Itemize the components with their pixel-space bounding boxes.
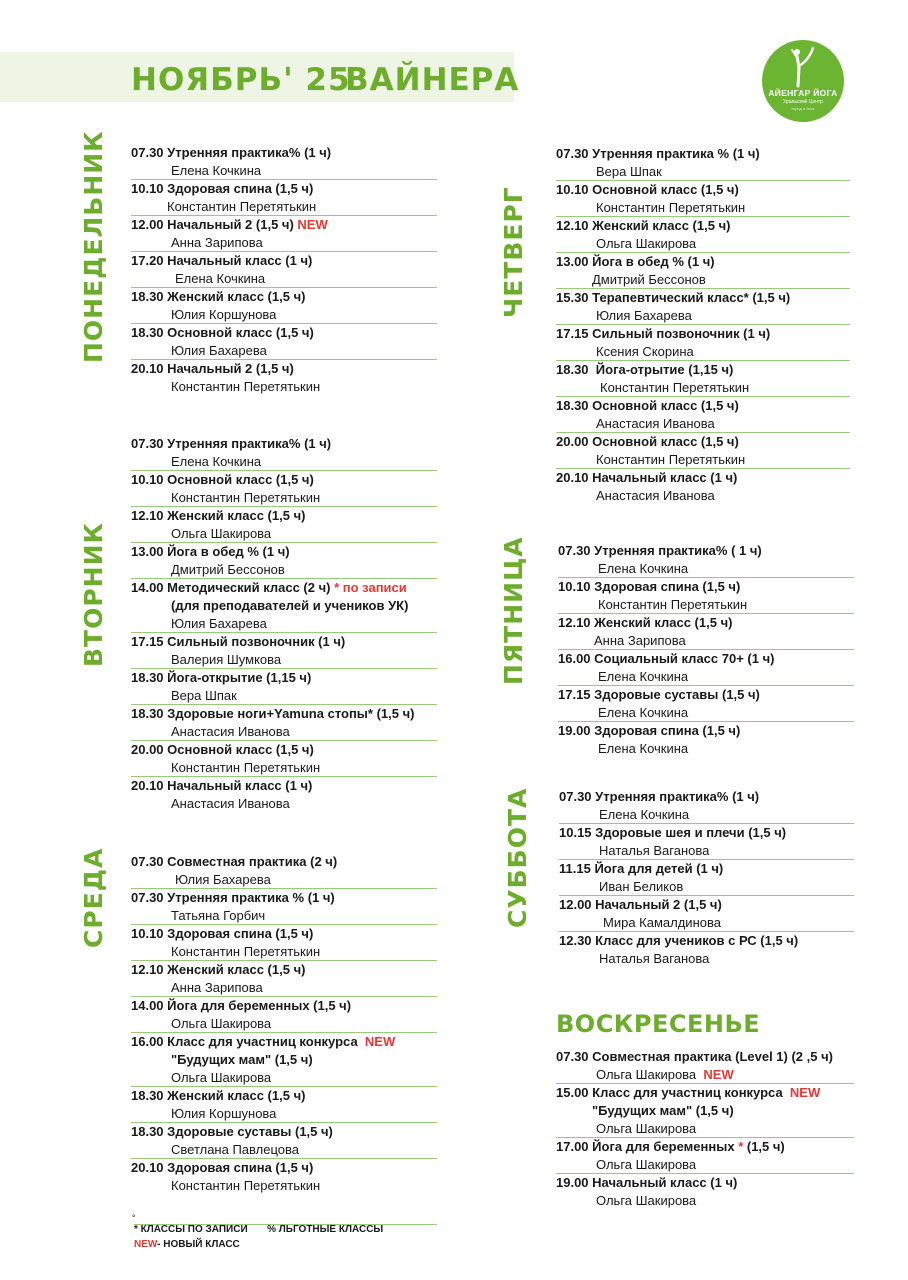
class-entry: 12.30 Класс для учеников с РС (1,5 ч) Наталья Ваганова <box>559 933 799 966</box>
new-badge: NEW <box>297 217 328 232</box>
class-entry: 07.30 Утренняя практика % (1 ч) Вера Шпак <box>556 145 790 181</box>
legend-discount: % ЛЬГОТНЫЕ КЛАССЫ <box>267 1224 384 1235</box>
wednesday-schedule <box>131 853 395 1195</box>
legend <box>134 1222 383 1252</box>
class-entry: 17.15 Сильный позвоночник (1 ч) Валерия Шумкова <box>131 633 414 669</box>
class-entry: 18.30 Йога-отрытие (1,15 ч) Константин Перетятькин <box>556 361 790 397</box>
monday-schedule <box>131 144 331 396</box>
logo-subtitle: Уральский Центр <box>782 99 823 105</box>
month-title: НОЯБРЬ' 25 <box>131 62 351 98</box>
class-entry: 18.30 Здоровые ноги+Yamuna стопы* (1,5 ч) Анастасия Иванова <box>131 705 414 741</box>
day-label-sunday: ВОСКРЕСЕНЬЕ <box>556 1010 761 1038</box>
thursday-schedule <box>556 145 790 505</box>
legend-appointment: * КЛАССЫ ПО ЗАПИСИ <box>134 1224 248 1235</box>
class-entry: 14.00 Методический класс (2 ч) * по записи (для преподавателей и учеников УК) Юлия Бахарева <box>131 579 414 633</box>
class-entry: 16.00 Социальный класс 70+ (1 ч) Елена Кочкина <box>558 650 774 686</box>
class-entry: 07.30 Утренняя практика% (1 ч) Елена Кочкина <box>559 788 798 824</box>
legend-new-mark: NEW <box>134 1239 158 1250</box>
class-entry: 19.00 Начальный класс (1 ч) Ольга Шакирова <box>556 1175 738 1208</box>
class-entry: 18.30 Женский класс (1,5 ч) Юлия Коршунова <box>131 288 331 324</box>
class-entry: 17.00 Йога для беременных * (1,5 ч) Ольга Шакирова <box>556 1138 833 1174</box>
logo <box>762 40 844 122</box>
class-entry: 16.00 Класс для участниц конкурса NEW "Будущих мам" (1,5 ч) Ольга Шакирова <box>131 1033 395 1087</box>
class-entry: 13.00 Йога в обед % (1 ч) Дмитрий Бессонов <box>131 543 414 579</box>
new-badge: NEW <box>703 1067 734 1082</box>
class-entry: 18.30 Здоровые суставы (1,5 ч) Светлана Павлецова <box>131 1123 395 1159</box>
class-entry: 15.00 Класс для участниц конкурса NEW "Будущих мам" (1,5 ч) Ольга Шакирова <box>556 1084 833 1138</box>
saturday-schedule <box>559 788 798 968</box>
class-entry: 12.10 Женский класс (1,5 ч) Анна Зарипова <box>558 614 774 650</box>
new-badge: NEW <box>789 1085 821 1100</box>
location-title: ВАЙНЕРА <box>345 62 520 98</box>
class-entry: 17.15 Сильный позвоночник (1 ч) Ксения Скорина <box>556 325 790 361</box>
class-entry: 10.10 Здоровая спина (1,5 ч) Константин Перетятькин <box>558 578 774 614</box>
class-entry: 10.15 Здоровые шея и плечи (1,5 ч) Наталья Ваганова <box>559 824 798 860</box>
class-entry: 18.30 Основной класс (1,5 ч) Юлия Бахарева <box>131 324 331 360</box>
day-label-wednesday: СРЕДА <box>79 847 108 948</box>
class-entry: 12.10 Женский класс (1,5 ч) Анна Зарипова <box>131 961 395 997</box>
appointment-asterisk: * <box>738 1139 744 1154</box>
sunday-schedule <box>556 1048 833 1210</box>
logo-tagline: город и йога <box>791 106 815 111</box>
tuesday-schedule <box>131 435 414 813</box>
class-entry: 10.10 Здоровая спина (1,5 ч) Константин Перетятькин <box>131 180 331 216</box>
class-entry: 18.30 Женский класс (1,5 ч) Юлия Коршунова <box>131 1087 395 1123</box>
class-entry: 07.30 Утренняя практика% (1 ч) Елена Кочкина <box>131 144 331 180</box>
class-entry: 20.00 Основной класс (1,5 ч) Константин Перетятькин <box>556 433 790 469</box>
class-entry: 10.10 Здоровая спина (1,5 ч) Константин Перетятькин <box>131 925 395 961</box>
class-entry: 20.10 Здоровая спина (1,5 ч) Константин Перетятькин <box>131 1160 321 1193</box>
class-entry: 13.00 Йога в обед % (1 ч) Дмитрий Бессонов <box>556 253 790 289</box>
class-entry: 07.30 Утренняя практика% (1 ч) Елена Кочкина <box>131 435 414 471</box>
day-label-tuesday: ВТОРНИК <box>79 522 108 667</box>
class-entry: 07.30 Утренняя практика% ( 1 ч) Елена Кочкина <box>558 542 774 578</box>
class-entry: 20.10 Начальный 2 (1,5 ч) Константин Перетятькин <box>131 361 321 394</box>
class-entry: 20.10 Начальный класс (1 ч) Анастасия Иванова <box>556 470 738 503</box>
class-entry: 07.30 Утренняя практика % (1 ч) Татьяна Горбич <box>131 889 395 925</box>
appointment-note: * по записи <box>334 580 407 595</box>
class-entry: 14.00 Йога для беременных (1,5 ч) Ольга Шакирова <box>131 997 395 1033</box>
class-entry: 07.30 Совместная практика (2 ч) Юлия Бахарева <box>131 853 395 889</box>
class-entry: 15.30 Терапевтический класс* (1,5 ч) Юлия Бахарева <box>556 289 790 325</box>
new-badge: NEW <box>364 1034 396 1049</box>
class-entry: 17.20 Начальный класс (1 ч) Елена Кочкина <box>131 252 331 288</box>
class-entry: 12.10 Женский класс (1,5 ч) Ольга Шакирова <box>131 507 414 543</box>
class-entry: 20.00 Основной класс (1,5 ч) Константин Перетятькин <box>131 741 414 777</box>
class-entry: 12.10 Женский класс (1,5 ч) Ольга Шакирова <box>556 217 790 253</box>
legend-bullet: ° <box>132 1213 136 1223</box>
day-label-friday: ПЯТНИЦА <box>499 536 528 685</box>
class-entry: 12.00 Начальный 2 (1,5 ч) Мира Камалдинова <box>559 896 798 932</box>
class-entry: 19.00 Здоровая спина (1,5 ч) Елена Кочкина <box>558 723 741 756</box>
day-label-saturday: СУББОТА <box>503 787 532 928</box>
legend-new-text: - НОВЫЙ КЛАСС <box>157 1239 240 1250</box>
class-entry: 10.10 Основной класс (1,5 ч) Константин Перетятькин <box>131 471 414 507</box>
class-entry: 17.15 Здоровые суставы (1,5 ч) Елена Кочкина <box>558 686 774 722</box>
class-entry: 20.10 Начальный класс (1 ч) Анастасия Иванова <box>131 778 313 811</box>
yoga-figure-icon <box>789 46 817 88</box>
class-entry: 10.10 Основной класс (1,5 ч) Константин Перетятькин <box>556 181 790 217</box>
day-label-monday: ПОНЕДЕЛЬНИК <box>79 130 108 363</box>
class-entry: 11.15 Йога для детей (1 ч) Иван Беликов <box>559 860 798 896</box>
class-entry: 12.00 Начальный 2 (1,5 ч) NEW Анна Зарипова <box>131 216 331 252</box>
class-entry: 18.30 Йога-открытие (1,15 ч) Вера Шпак <box>131 669 414 705</box>
day-label-thursday: ЧЕТВЕРГ <box>499 186 528 318</box>
friday-schedule <box>558 542 774 758</box>
logo-name: АЙЕНГАР ЙОГА <box>768 88 838 98</box>
class-entry: 18.30 Основной класс (1,5 ч) Анастасия Иванова <box>556 397 790 433</box>
class-entry: 07.30 Совместная практика (Level 1) (2 ,5 ч) Ольга Шакирова NEW <box>556 1048 833 1084</box>
